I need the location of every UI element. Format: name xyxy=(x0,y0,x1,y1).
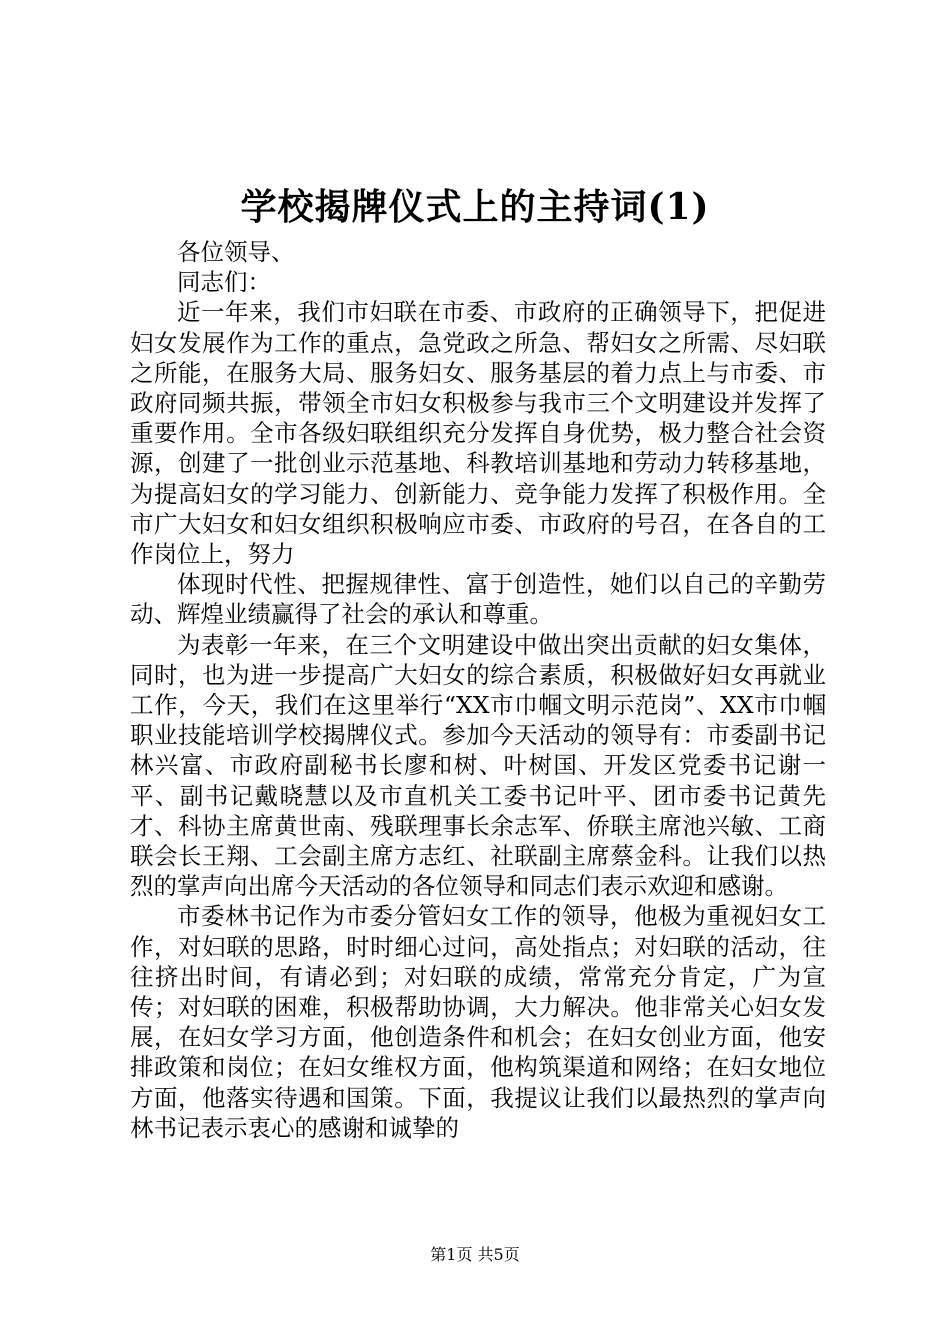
document-body xyxy=(130,237,826,1143)
document-title: 学校揭牌仪式上的主持词(1) xyxy=(240,186,710,228)
paragraph-3: 为表彰一年来，在三个文明建设中做出突出贡献的妇女集体，同时，也为进一步提高广大妇女的综合素质，积极做好妇女再就业工作，今天，我们在这里举行“XX市巾帼文明示范岗”、XX市巾帼职业技能培训学校揭牌仪式。参加今天活动的领导有：市委副书记林兴富、市政府副秘书长廖和树、叶树国、开发区党委书记谢一平、副书记戴晓慧以及市直机关工委书记叶平、团市委书记黄先才、科协主席黄世南、残联理事长余志军、侨联主席池兴敏、工商联会长王翔、工会副主席方志红、社联副主席蔡金科。让我们以热烈的掌声向出席今天活动的各位领导和同志们表示欢迎和感谢。 xyxy=(130,630,826,901)
paragraph-salutation-2: 同志们： xyxy=(177,268,271,297)
paragraph-1: 近一年来，我们市妇联在市委、市政府的正确领导下，把促进妇女发展作为工作的重点，急党政之所急、帮妇女之所需、尽妇联之所能，在服务大局、服务妇女、服务基层的着力点上与市委、市政府同频共振，带领全市妇女积极参与我市三个文明建设并发挥了重要作用。全市各级妇联组织充分发挥自身优势，极力整合社会资源，创建了一批创业示范基地、科教培训基地和劳动力转移基地，为提高妇女的学习能力、创新能力、竞争能力发挥了积极作用。全市广大妇女和妇女组织积极响应市委、市政府的号召，在各自的工作岗位上，努力 xyxy=(130,298,826,569)
paragraph-4: 市委林书记作为市委分管妇女工作的领导，他极为重视妇女工作，对妇联的思路，时时细心过问，高处指点；对妇联的活动，往往挤出时间，有请必到；对妇联的成绩，常常充分肯定，广为宣传；对妇联的困难，积极帮助协调，大力解决。他非常关心妇女发展，在妇女学习方面，他创造条件和机会；在妇女创业方面，他安排政策和岗位；在妇女维权方面，他构筑渠道和网络；在妇女地位方面，他落实待遇和国策。下面，我提议让我们以最热烈的掌声向林书记表示衷心的感谢和诚挚的 xyxy=(130,902,826,1142)
paragraph-2: 体现时代性、把握规律性、富于创造性，她们以自己的辛勤劳动、辉煌业绩赢得了社会的承认和尊重。 xyxy=(130,570,826,629)
page-footer: 第1页 共5页 xyxy=(430,1245,520,1264)
paragraph-salutation-1: 各位领导、 xyxy=(177,238,295,266)
